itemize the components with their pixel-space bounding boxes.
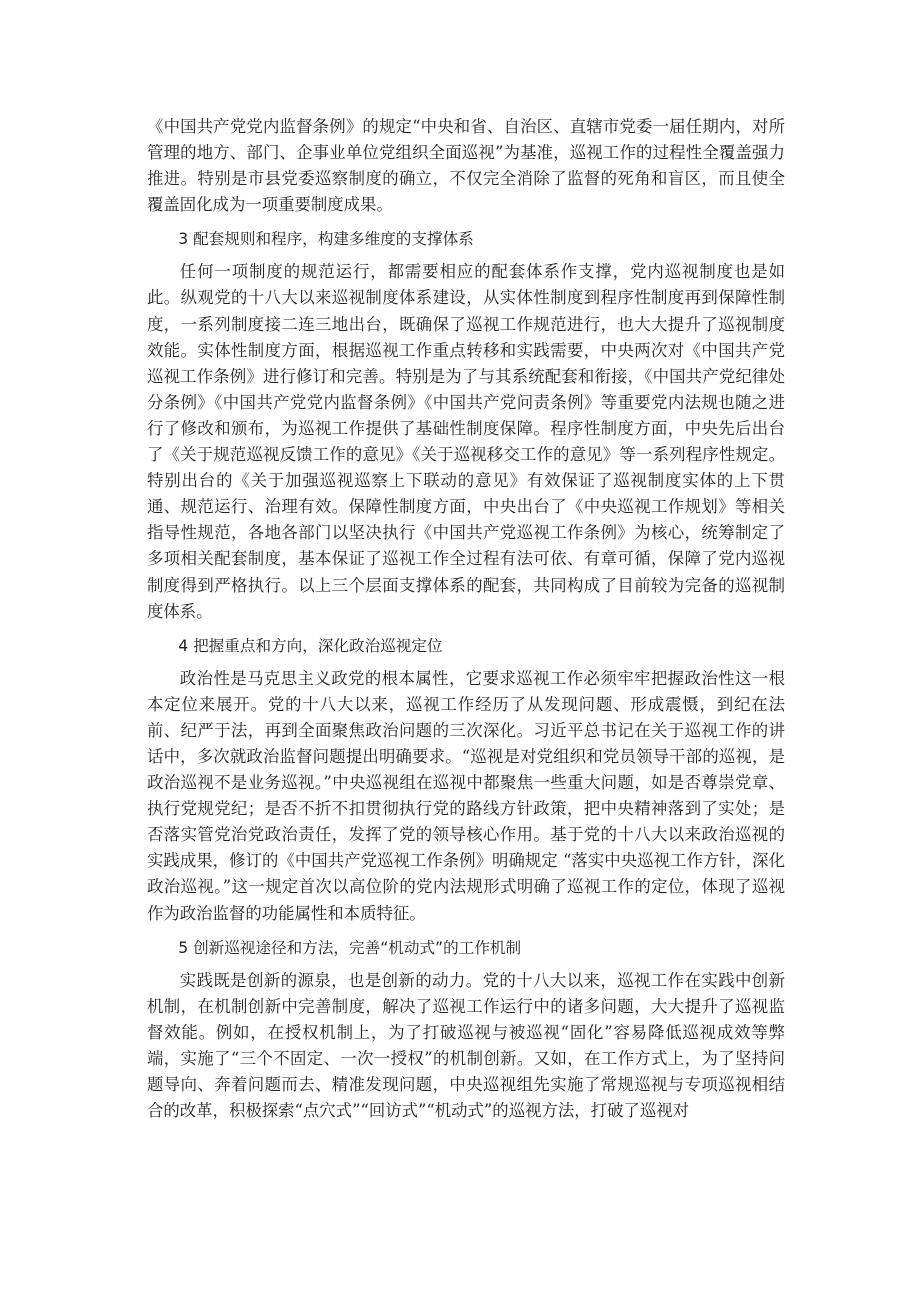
section-heading-4: 4 把握重点和方向，深化政治巡视定位 — [178, 636, 443, 655]
section-heading-5: 5 创新巡视途径和方法，完善“机动式”的工作机制 — [178, 938, 522, 957]
paragraph-section-3: 任何一项制度的规范运行，都需要相应的配套体系作支撑，党内巡视制度也是如此。纵观党的十八大以来巡视制度体系建设，从实体性制度到程序性制度再到保障性制度，一系列制度接二连三地出台，既确保了巡视工作规范进行，也大大提升了巡视制度效能。实体性制度方面，根据巡视工作重点转移和实践需要，中央两次对《中国共产党巡视工作条例》进行修订和完善。特别是为了与其系统配套和衔接，《中国共产党纪律处分条例》《中国共产党党内监督条例》《中国共产党问责条例》等重要党内法规也随之进行了修改和颁布，为巡视工作提供了基础性制度保障。程序性制度方面，中央先后出台了《关于规范巡视反馈工作的意见》《关于巡视移交工作的意见》等一系列程序性规定。特别出台的《关于加强巡视巡察上下联动的意见》有效保证了巡视制度实体的上下贯通、规范运行、治理有效。保障性制度方面，中央出台了《中央巡视工作规划》等相关指导性规范，各地各部门以坚决执行《中国共产党巡视工作条例》为核心，统筹制定了多项相关配套制度，基本保证了巡视工作全过程有法可依、有章可循，保障了党内巡视制度得到严格执行。以上三个层面支撑体系的配套，共同构成了目前较为完备的巡视制度体系。 — [147, 262, 785, 621]
paragraph-section-5: 实践既是创新的源泉，也是创新的动力。党的十八大以来，巡视工作在实践中创新机制，在机制创新中完善制度，解决了巡视工作运行中的诸多问题，大大提升了巡视监督效能。例如，在授权机制上，为了打破巡视与被巡视“固化”容易降低巡视成效等弊端，实施了“三个不固定、一次一授权”的机制创新。又如，在工作方式上，为了坚持问题导向、奔着问题而去、精准发现问题，中央巡视组先实施了常规巡视与专项巡视相结合的改革，积极探索“点穴式”“回访式”“机动式”的巡视方法，打破了巡视对 — [147, 970, 785, 1121]
section-heading-3: 3 配套规则和程序，构建多维度的支撑体系 — [178, 230, 474, 249]
document-body — [147, 114, 785, 1132]
paragraph-intro: 《中国共产党党内监督条例》的规定“中央和省、自治区、直辖市党委一届任期内，对所管理的地方、部门、企事业单位党组织全面巡视”为基准，巡视工作的过程性全覆盖强力推进。特别是市县党委巡察制度的确立，不仅完全消除了监督的死角和盲区，而且使全覆盖固化成为一项重要制度成果。 — [147, 117, 785, 215]
paragraph-section-4: 政治性是马克思主义政党的根本属性，它要求巡视工作必须牢牢把握政治性这一根本定位来展开。党的十八大以来，巡视工作经历了从发现问题、形成震慑，到纪在法前、纪严于法，再到全面聚焦政治问题的三次深化。习近平总书记在关于巡视工作的讲话中，多次就政治监督问题提出明确要求。“巡视是对党组织和党员领导干部的巡视，是政治巡视不是业务巡视。”中央巡视组在巡视中都聚焦一些重大问题，如是否尊崇党章、执行党规党纪；是否不折不扣贯彻执行党的路线方针政策，把中央精神落到了实处；是否落实管党治党政治责任，发挥了党的领导核心作用。基于党的十八大以来政治巡视的实践成果，修订的《中国共产党巡视工作条例》明确规定 “落实中央巡视工作方针，深化政治巡视。”这一规定首次以高位阶的党内法规形式明确了巡视工作的定位，体现了巡视作为政治监督的功能属性和本质特征。 — [147, 668, 785, 923]
